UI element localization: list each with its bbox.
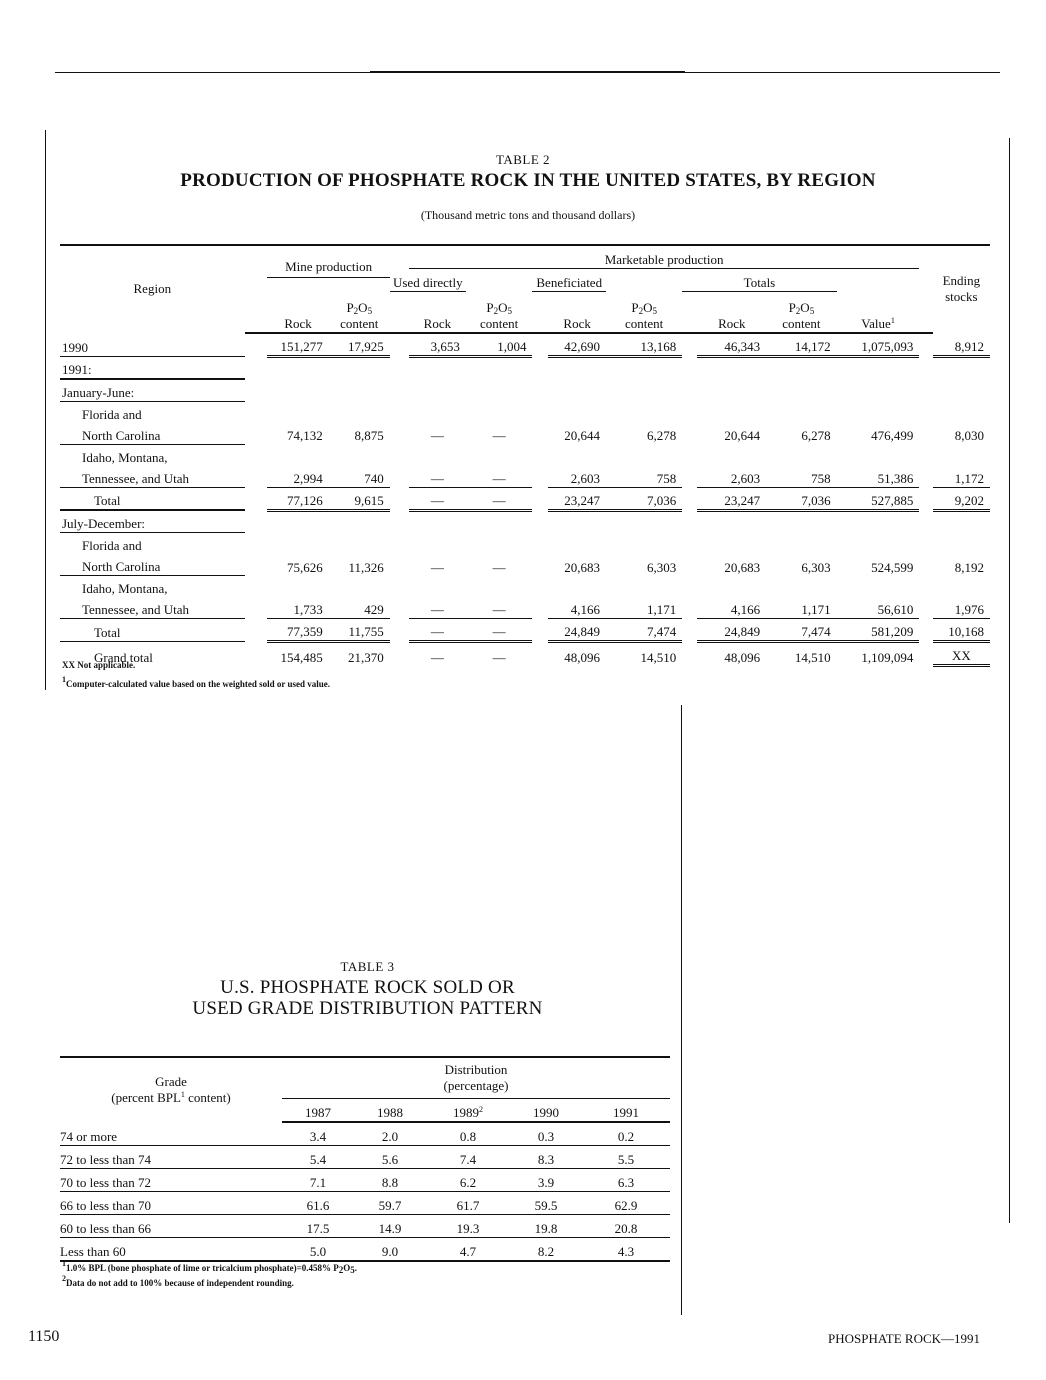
header-region: Region — [60, 245, 245, 333]
value-cell: 758 — [606, 466, 682, 488]
distribution-cell: 62.9 — [582, 1192, 670, 1215]
table-row — [60, 1122, 670, 1146]
value-cell — [837, 356, 920, 379]
value-cell — [933, 379, 990, 402]
value-cell — [409, 510, 466, 533]
table-row — [60, 487, 990, 510]
region-cell: Total — [60, 619, 245, 642]
table3-title-line1: U.S. PHOSPHATE ROCK SOLD OR — [220, 977, 515, 998]
page-number: 1150 — [28, 1328, 60, 1345]
value-cell — [548, 510, 606, 533]
table2-footnote-1: 1Computer-calculated value based on the weighted sold or used value. — [62, 675, 331, 689]
value-cell — [466, 533, 533, 555]
value-cell — [329, 444, 390, 466]
value-cell: 1,171 — [766, 597, 837, 619]
value-cell — [466, 401, 533, 423]
distribution-cell: 14.9 — [354, 1215, 426, 1238]
value-cell: — — [409, 466, 466, 488]
grade-cell: 72 to less than 74 — [60, 1146, 282, 1169]
value-cell: — — [466, 487, 533, 510]
value-cell — [548, 356, 606, 379]
value-cell — [267, 533, 328, 555]
value-cell: 51,386 — [837, 466, 920, 488]
value-cell: 8,192 — [954, 559, 984, 575]
value-cell: 6,303 — [647, 559, 677, 575]
value-cell: 42,690 — [548, 333, 606, 357]
distribution-cell: 20.8 — [582, 1215, 670, 1238]
table-row — [60, 642, 990, 666]
header-ending-stocks: Ending stocks — [933, 245, 990, 333]
value-cell — [466, 444, 533, 466]
region-cell: Tennessee, and Utah — [60, 597, 245, 619]
value-cell: 1,075,093 — [837, 333, 920, 357]
distribution-cell: 0.2 — [582, 1122, 670, 1146]
table2-title: PRODUCTION OF PHOSPHATE ROCK IN THE UNITED STATES, BY REGION — [180, 170, 876, 191]
value-cell — [697, 510, 766, 533]
table3-grade-distribution — [60, 1056, 670, 1262]
header-p2o5-content: $P_2O_5$ content — [766, 292, 837, 333]
value-cell: 20,683 — [724, 559, 761, 575]
value-cell — [267, 510, 328, 533]
table-row — [60, 510, 990, 533]
distribution-cell: 7.1 — [282, 1169, 354, 1192]
header-used-directly: Used directly — [390, 269, 466, 292]
value-cell — [409, 379, 466, 402]
value-cell — [933, 444, 990, 466]
distribution-cell: 6.3 — [582, 1169, 670, 1192]
distribution-cell: 4.7 — [426, 1238, 510, 1262]
value-cell — [933, 356, 990, 379]
grade-cell: Less than 60 — [60, 1238, 282, 1262]
value-cell — [766, 379, 837, 402]
table-row — [60, 1146, 670, 1169]
region-cell: North Carolina — [60, 423, 245, 445]
value-cell: 1,109,094 — [861, 649, 914, 665]
value-cell: 6,303 — [801, 559, 831, 575]
table3-label: TABLE 3 — [340, 959, 395, 974]
region-cell: Idaho, Montana, — [82, 581, 168, 596]
value-cell — [409, 401, 466, 423]
value-cell: 2,603 — [697, 466, 766, 488]
value-cell: 9,202 — [933, 487, 990, 510]
running-title: PHOSPHATE ROCK—1991 — [828, 1331, 981, 1346]
value-cell: — — [409, 619, 466, 642]
value-cell: 581,209 — [837, 619, 920, 642]
value-cell — [409, 533, 466, 555]
value-cell: 154,485 — [280, 649, 323, 665]
value-cell — [766, 533, 837, 555]
value-cell: 14,510 — [794, 649, 831, 665]
table-row — [60, 444, 990, 466]
region-cell: Grand total — [94, 649, 153, 665]
value-cell — [697, 444, 766, 466]
value-cell — [409, 356, 466, 379]
top-rule-thick — [370, 71, 685, 73]
value-cell — [606, 356, 682, 379]
header-year: 1990 — [510, 1099, 582, 1123]
value-cell — [548, 401, 606, 423]
value-cell — [548, 444, 606, 466]
table-row — [60, 554, 990, 576]
value-cell: 23,247 — [548, 487, 606, 510]
value-cell: 14,510 — [640, 649, 677, 665]
value-cell: 9,615 — [329, 487, 390, 510]
value-cell — [409, 444, 466, 466]
value-cell: 7,474 — [766, 619, 837, 642]
header-rock: Rock — [409, 292, 466, 333]
value-cell: 24,849 — [697, 619, 766, 642]
header-distribution: Distribution (percentage) — [282, 1057, 670, 1099]
table-row — [60, 576, 990, 598]
distribution-cell: 19.3 — [426, 1215, 510, 1238]
value-cell — [606, 401, 682, 423]
header-p2o5-content: $P_2O_5$ content — [466, 292, 533, 333]
value-cell — [766, 444, 837, 466]
value-cell — [548, 533, 606, 555]
region-cell: 1990 — [60, 333, 245, 357]
grade-cell: 70 to less than 72 — [60, 1169, 282, 1192]
table-row — [60, 619, 990, 642]
value-cell: 4,166 — [697, 597, 766, 619]
value-cell — [837, 576, 920, 598]
table-row — [60, 1169, 670, 1192]
region-cell: North Carolina — [60, 554, 245, 576]
value-cell: 1,171 — [606, 597, 682, 619]
value-cell: 6,278 — [801, 428, 831, 443]
value-cell: 24,849 — [548, 619, 606, 642]
header-p2o5-content: $P_2O_5$ content — [606, 292, 682, 333]
value-cell: 1,733 — [267, 597, 328, 619]
value-cell: 740 — [329, 466, 390, 488]
table2-body — [60, 333, 990, 666]
table-row — [60, 1238, 670, 1262]
distribution-cell: 6.2 — [426, 1169, 510, 1192]
distribution-cell: 59.7 — [354, 1192, 426, 1215]
distribution-cell: 8.8 — [354, 1169, 426, 1192]
table-row — [60, 597, 990, 619]
header-value: Value$^1$ — [837, 292, 920, 333]
value-cell: 4,166 — [548, 597, 606, 619]
value-cell: 10,168 — [933, 619, 990, 642]
header-rock: Rock — [267, 292, 328, 333]
value-cell: 8,875 — [354, 428, 384, 443]
value-cell: 7,474 — [606, 619, 682, 642]
value-cell — [329, 510, 390, 533]
distribution-cell: 17.5 — [282, 1215, 354, 1238]
value-cell: 527,885 — [837, 487, 920, 510]
value-cell — [766, 356, 837, 379]
table-row — [60, 379, 990, 402]
value-cell — [329, 576, 390, 598]
region-cell: Tennessee, and Utah — [60, 466, 245, 488]
distribution-cell: 8.3 — [510, 1146, 582, 1169]
value-cell: 1,172 — [933, 466, 990, 488]
value-cell: 21,370 — [348, 649, 384, 665]
value-cell: 20,644 — [564, 428, 601, 443]
value-cell: 20,644 — [724, 428, 761, 443]
value-cell: 8,030 — [954, 428, 984, 443]
value-cell — [933, 401, 990, 423]
distribution-cell: 5.5 — [582, 1146, 670, 1169]
value-cell: 524,599 — [871, 559, 914, 575]
table3-body — [60, 1122, 670, 1261]
value-cell — [606, 444, 682, 466]
value-cell — [933, 576, 990, 598]
value-cell — [466, 356, 533, 379]
value-cell: 77,126 — [267, 487, 328, 510]
value-cell — [697, 356, 766, 379]
header-year: 1988 — [354, 1099, 426, 1123]
value-cell: 6,278 — [647, 428, 677, 443]
value-cell — [267, 356, 328, 379]
value-cell: — — [492, 649, 506, 665]
value-cell — [548, 379, 606, 402]
distribution-cell: 5.6 — [354, 1146, 426, 1169]
value-cell: — — [430, 649, 444, 665]
table-row — [60, 466, 990, 488]
table2-footnote-xx: XX Not applicable. — [62, 660, 136, 670]
value-cell: 13,168 — [606, 333, 682, 357]
table-row — [60, 356, 990, 379]
value-cell — [466, 510, 533, 533]
value-cell: XX — [933, 642, 990, 666]
header-year: 1987 — [282, 1099, 354, 1123]
value-cell — [267, 401, 328, 423]
distribution-cell: 3.9 — [510, 1169, 582, 1192]
region-cell: January-June: — [60, 379, 245, 402]
distribution-cell: 3.4 — [282, 1122, 354, 1146]
header-p2o5-content: $P_2O_5$ content — [329, 292, 390, 333]
region-cell: Idaho, Montana, — [82, 449, 168, 465]
value-cell: 8,912 — [933, 333, 990, 357]
region-cell: Total — [60, 487, 245, 510]
value-cell: — — [466, 466, 533, 488]
table3-title-line2: USED GRADE DISTRIBUTION PATTERN — [192, 998, 543, 1019]
distribution-cell: 19.8 — [510, 1215, 582, 1238]
value-cell: — — [409, 487, 466, 510]
value-cell — [766, 510, 837, 533]
table-row — [60, 401, 990, 423]
value-cell — [606, 510, 682, 533]
value-cell: 1,004 — [466, 333, 533, 357]
value-cell: 20,683 — [564, 559, 601, 575]
grade-cell: 66 to less than 70 — [60, 1192, 282, 1215]
grade-cell: 74 or more — [60, 1122, 282, 1146]
value-cell — [697, 576, 766, 598]
value-cell: — — [492, 559, 506, 575]
value-cell — [466, 379, 533, 402]
table2-header-row-1 — [60, 245, 990, 269]
value-cell: 7,036 — [606, 487, 682, 510]
value-cell: — — [466, 597, 533, 619]
value-cell — [409, 576, 466, 598]
value-cell: 75,626 — [287, 559, 323, 575]
distribution-cell: 61.7 — [426, 1192, 510, 1215]
value-cell — [267, 576, 328, 598]
distribution-cell: 61.6 — [282, 1192, 354, 1215]
distribution-cell: 0.3 — [510, 1122, 582, 1146]
value-cell: 7,036 — [766, 487, 837, 510]
value-cell — [837, 379, 920, 402]
value-cell: — — [466, 619, 533, 642]
table-row — [60, 333, 990, 357]
header-beneficiated: Beneficiated — [532, 269, 606, 292]
value-cell — [548, 576, 606, 598]
header-year: 1991 — [582, 1099, 670, 1123]
table2-subtitle: (Thousand metric tons and thousand dollars) — [420, 208, 636, 222]
grade-cell: 60 to less than 66 — [60, 1215, 282, 1238]
region-cell: Florida and — [82, 406, 142, 422]
distribution-cell: 59.5 — [510, 1192, 582, 1215]
value-cell — [329, 533, 390, 555]
value-cell: — — [492, 428, 506, 443]
value-cell: — — [430, 428, 444, 443]
header-mine-production: Mine production — [267, 245, 389, 292]
value-cell — [766, 401, 837, 423]
value-cell: 14,172 — [766, 333, 837, 357]
region-cell: Florida and — [82, 538, 142, 553]
distribution-cell: 5.4 — [282, 1146, 354, 1169]
value-cell — [837, 444, 920, 466]
value-cell: 1,976 — [933, 597, 990, 619]
value-cell — [766, 576, 837, 598]
table-row — [60, 1192, 670, 1215]
value-cell — [837, 401, 920, 423]
header-marketable-production: Marketable production — [409, 245, 919, 269]
value-cell: 46,343 — [697, 333, 766, 357]
table-row — [60, 533, 990, 555]
value-cell: 2,603 — [548, 466, 606, 488]
distribution-cell: 0.8 — [426, 1122, 510, 1146]
distribution-cell: 7.4 — [426, 1146, 510, 1169]
table-row — [60, 1215, 670, 1238]
header-totals: Totals — [682, 269, 836, 292]
distribution-cell: 9.0 — [354, 1238, 426, 1262]
header-grade: Grade (percent BPL$^1$ content) — [60, 1057, 282, 1122]
value-cell: 151,277 — [267, 333, 328, 357]
header-rock: Rock — [697, 292, 766, 333]
distribution-cell: 5.0 — [282, 1238, 354, 1262]
value-cell — [837, 533, 920, 555]
value-cell: 23,247 — [697, 487, 766, 510]
distribution-cell: 4.3 — [582, 1238, 670, 1262]
distribution-cell: 2.0 — [354, 1122, 426, 1146]
table3-footnote-1: 11.0% BPL (bone phosphate of lime or tricalcium phosphate)=0.458% P2O5. — [62, 1259, 357, 1275]
header-rock: Rock — [548, 292, 606, 333]
value-cell: 429 — [329, 597, 390, 619]
value-cell — [933, 533, 990, 555]
value-cell: 758 — [766, 466, 837, 488]
value-cell: — — [409, 597, 466, 619]
value-cell — [933, 510, 990, 533]
value-cell — [329, 356, 390, 379]
region-cell: July-December: — [60, 510, 245, 533]
value-cell — [837, 510, 920, 533]
value-cell — [606, 533, 682, 555]
value-cell: 74,132 — [287, 428, 323, 443]
value-cell: 48,096 — [724, 649, 761, 665]
value-cell: 48,096 — [564, 649, 601, 665]
value-cell — [697, 379, 766, 402]
value-cell — [267, 379, 328, 402]
value-cell: 56,610 — [837, 597, 920, 619]
value-cell — [697, 401, 766, 423]
value-cell: — — [430, 559, 444, 575]
header-year: 1989$^2$ — [426, 1099, 510, 1123]
table2-label: TABLE 2 — [495, 152, 551, 167]
value-cell — [606, 379, 682, 402]
value-cell — [466, 576, 533, 598]
region-cell: 1991: — [60, 356, 245, 379]
value-cell — [697, 533, 766, 555]
value-cell — [329, 401, 390, 423]
value-cell — [606, 576, 682, 598]
column-divider-rule — [681, 705, 682, 1315]
right-margin-rule — [1009, 138, 1010, 1223]
value-cell: 11,755 — [329, 619, 390, 642]
value-cell: 2,994 — [267, 466, 328, 488]
table3-header-row-1 — [60, 1057, 670, 1099]
value-cell: 476,499 — [871, 428, 914, 443]
value-cell: 11,326 — [348, 559, 384, 575]
table-row — [60, 423, 990, 445]
distribution-cell: 8.2 — [510, 1238, 582, 1262]
value-cell: 77,359 — [267, 619, 328, 642]
table2-production-by-region — [60, 244, 990, 667]
table3-footnote-2: 2Data do not add to 100% because of independent rounding. — [62, 1274, 294, 1288]
value-cell: 3,653 — [409, 333, 466, 357]
value-cell — [329, 379, 390, 402]
value-cell: 17,925 — [329, 333, 390, 357]
value-cell — [267, 444, 328, 466]
